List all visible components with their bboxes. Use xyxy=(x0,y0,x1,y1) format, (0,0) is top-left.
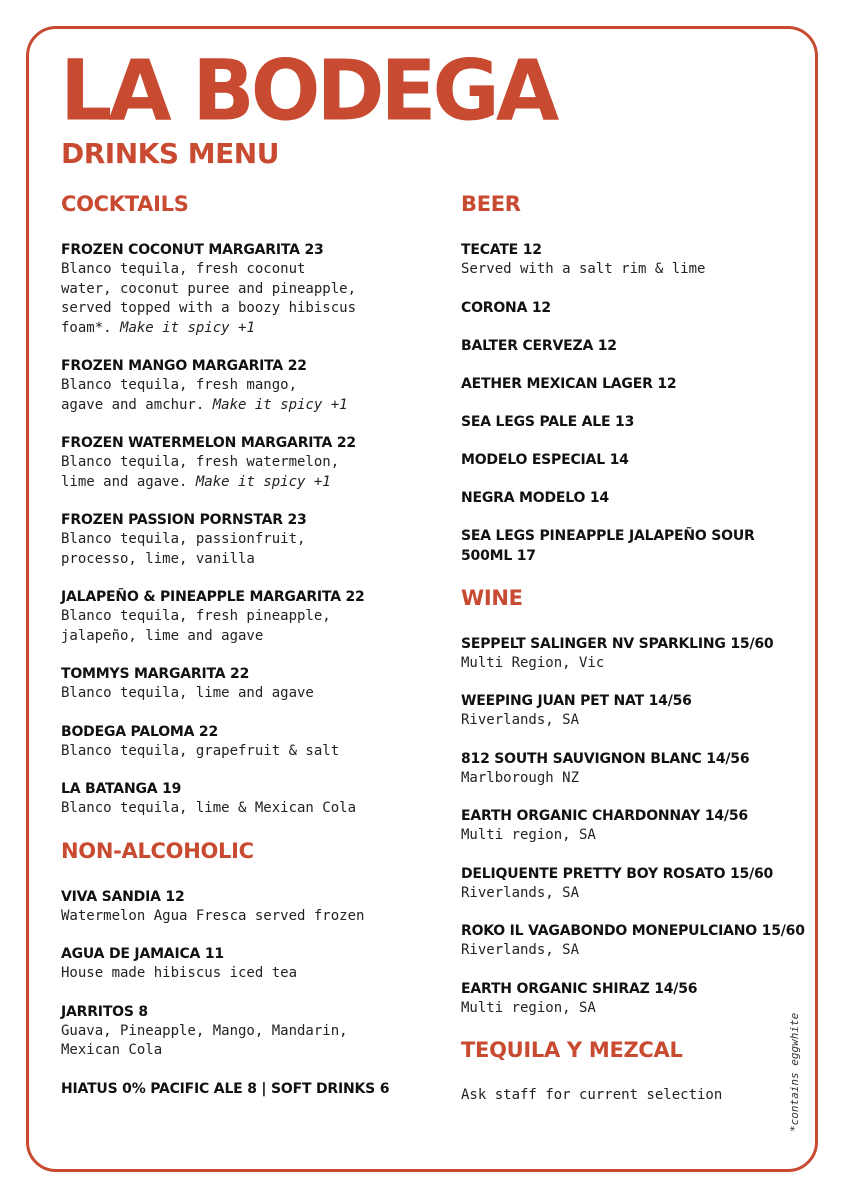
menu-item-description-text: Blanco tequila, fresh coconut water, coconut puree and pineapple, served topped with a boozy hibiscus foam*. xyxy=(61,261,357,336)
menu-item-description xyxy=(461,654,806,674)
menu-item xyxy=(461,634,806,674)
menu-item-description xyxy=(61,453,431,492)
menu-item-description-text: Blanco tequila, passionfruit, processo, lime, vanilla xyxy=(61,531,306,567)
menu-item xyxy=(61,722,431,762)
menu-item xyxy=(61,779,431,819)
non-alcoholic-section xyxy=(61,837,431,1099)
menu-item-name: BALTER CERVEZA 12 xyxy=(461,337,617,354)
menu-item-description-text: Riverlands, SA xyxy=(461,942,580,958)
menu-item-spicy-note: Make it spicy +1 xyxy=(212,396,348,413)
menu-item-description xyxy=(61,799,431,819)
menu-item xyxy=(461,526,806,566)
menu-item-description xyxy=(61,260,431,338)
menu-item xyxy=(461,806,806,846)
wine-list xyxy=(461,634,806,1019)
menu-item-description xyxy=(461,826,806,846)
menu-item xyxy=(461,450,806,470)
menu-item-description xyxy=(461,999,806,1019)
menu-item-description xyxy=(61,607,431,646)
menu-item-description-text: Blanco tequila, lime & Mexican Cola xyxy=(61,800,357,816)
menu-item-description xyxy=(461,260,806,280)
brand-title: LA BODEGA xyxy=(60,42,556,140)
beer-list xyxy=(461,240,806,566)
menu-item-description-text: Blanco tequila, grapefruit & salt xyxy=(61,742,340,759)
menu-item xyxy=(461,298,806,318)
menu-item-description xyxy=(461,711,806,731)
menu-item-description-text: Blanco tequila, fresh watermelon, lime and agave. xyxy=(61,454,340,490)
section-title-cocktails: COCKTAILS xyxy=(61,192,189,216)
menu-item xyxy=(61,664,431,704)
menu-item-name: WEEPING JUAN PET NAT 14/56 xyxy=(461,693,692,709)
menu-subtitle: DRINKS MENU xyxy=(61,137,279,170)
menu-item-spicy-note: Make it spicy +1 xyxy=(195,473,331,490)
menu-item xyxy=(461,921,806,961)
menu-item-name: FROZEN WATERMELON MARGARITA 22 xyxy=(61,435,356,451)
menu-item-description xyxy=(61,907,431,927)
menu-item-description-text: Served with a salt rim & lime xyxy=(461,261,706,277)
menu-item-name: AETHER MEXICAN LAGER 12 xyxy=(461,375,677,392)
menu-item-description-text: Riverlands, SA xyxy=(461,884,580,901)
menu-item xyxy=(61,587,431,646)
wine-section xyxy=(461,584,806,1019)
menu-item-name: MODELO ESPECIAL 14 xyxy=(461,451,629,468)
menu-item xyxy=(61,356,431,415)
menu-item xyxy=(61,510,431,569)
section-title-tequila: TEQUILA Y MEZCAL xyxy=(461,1038,683,1062)
menu-item-name: NEGRA MODELO 14 xyxy=(461,489,609,506)
menu-item-spicy-note: Make it spicy +1 xyxy=(120,319,255,336)
cocktails-list xyxy=(61,240,431,819)
menu-item xyxy=(61,433,431,492)
eggwhite-footnote: *contains eggwhite xyxy=(788,1012,801,1132)
menu-item xyxy=(461,240,806,280)
menu-item-description-text: Multi Region, Vic xyxy=(461,654,605,671)
menu-item-name: LA BATANGA 19 xyxy=(61,781,182,797)
menu-item-name: FROZEN COCONUT MARGARITA 23 xyxy=(61,242,324,258)
menu-item xyxy=(461,336,806,356)
menu-item-name: 812 SOUTH SAUVIGNON BLANC 14/56 xyxy=(461,750,750,767)
menu-item-name: JALAPEÑO & PINEAPPLE MARGARITA 22 xyxy=(61,589,365,605)
menu-item xyxy=(461,488,806,508)
menu-item xyxy=(461,979,806,1019)
menu-item-name: VIVA SANDIA 12 xyxy=(61,888,185,905)
menu-item-description xyxy=(461,884,806,904)
menu-item-description xyxy=(61,742,431,762)
menu-item-name: TOMMYS MARGARITA 22 xyxy=(61,666,250,682)
menu-item-name: BODEGA PALOMA 22 xyxy=(61,723,219,740)
menu-item-name: HIATUS 0% PACIFIC ALE 8 | SOFT DRINKS 6 xyxy=(61,1080,390,1097)
menu-item-name: JARRITOS 8 xyxy=(61,1003,148,1020)
menu-item xyxy=(461,374,806,394)
tequila-section xyxy=(461,1036,806,1106)
menu-item-name: SEA LEGS PALE ALE 13 xyxy=(461,413,635,430)
menu-item-name: FROZEN MANGO MARGARITA 22 xyxy=(61,358,307,374)
menu-item xyxy=(461,749,806,789)
menu-item-description xyxy=(61,376,431,415)
menu-item xyxy=(61,944,431,984)
menu-item-description-text: Blanco tequila, fresh pineapple, jalapeño, lime and agave xyxy=(61,608,331,644)
menu-item-name: FROZEN PASSION PORNSTAR 23 xyxy=(61,512,307,528)
section-title-beer: BEER xyxy=(461,192,521,216)
menu-item-description-text: Blanco tequila, lime and agave xyxy=(61,685,314,701)
menu-item-description xyxy=(61,1022,431,1061)
right-column xyxy=(461,190,806,1106)
menu-item-description-text: Multi region, SA xyxy=(461,827,596,843)
menu-item-name: SEPPELT SALINGER NV SPARKLING 15/60 xyxy=(461,635,774,652)
menu-item-name: ROKO IL VAGABONDO MONEPULCIANO 15/60 xyxy=(461,923,805,939)
beer-section xyxy=(461,190,806,566)
cocktails-section xyxy=(61,190,431,819)
non-alcoholic-list xyxy=(61,887,431,1099)
menu-item-description-text: House made hibiscus iced tea xyxy=(61,965,298,981)
menu-item-description-text: Blanco tequila, fresh mango, agave and amchur. xyxy=(61,377,298,413)
menu-item-name: EARTH ORGANIC CHARDONNAY 14/56 xyxy=(461,808,748,824)
menu-item xyxy=(461,691,806,731)
menu-item-name: AGUA DE JAMAICA 11 xyxy=(61,946,224,962)
menu-item-description xyxy=(61,530,431,569)
menu-item-name: SEA LEGS PINEAPPLE JALAPEÑO SOUR 500ML 17 xyxy=(461,527,755,564)
menu-item xyxy=(461,864,806,904)
menu-item-name: TECATE 12 xyxy=(461,242,542,258)
menu-item xyxy=(461,412,806,432)
menu-item-description xyxy=(461,941,806,961)
left-column xyxy=(61,190,431,1117)
menu-item xyxy=(61,887,431,927)
menu-item-description-text: Guava, Pineapple, Mango, Mandarin, Mexican Cola xyxy=(61,1022,348,1058)
menu-item xyxy=(61,240,431,338)
menu-item-description-text: Riverlands, SA xyxy=(461,712,580,728)
menu-item-name: EARTH ORGANIC SHIRAZ 14/56 xyxy=(461,980,698,997)
menu-item-description xyxy=(61,964,431,984)
menu-item-description xyxy=(61,684,431,704)
menu-item-name: DELIQUENTE PRETTY BOY ROSATO 15/60 xyxy=(461,865,774,882)
menu-item xyxy=(61,1079,431,1099)
menu-item xyxy=(61,1002,431,1061)
section-title-non-alcoholic: NON-ALCOHOLIC xyxy=(61,838,254,863)
menu-item-description-text: Marlborough NZ xyxy=(461,769,580,786)
menu-item-description-text: Watermelon Agua Fresca served frozen xyxy=(61,907,365,924)
menu-item-description xyxy=(461,769,806,789)
menu-item-description-text: Multi region, SA xyxy=(461,999,596,1016)
menu-item-name: CORONA 12 xyxy=(461,299,551,316)
section-title-wine: WINE xyxy=(461,585,523,610)
tequila-description: Ask staff for current selection xyxy=(461,1087,723,1103)
